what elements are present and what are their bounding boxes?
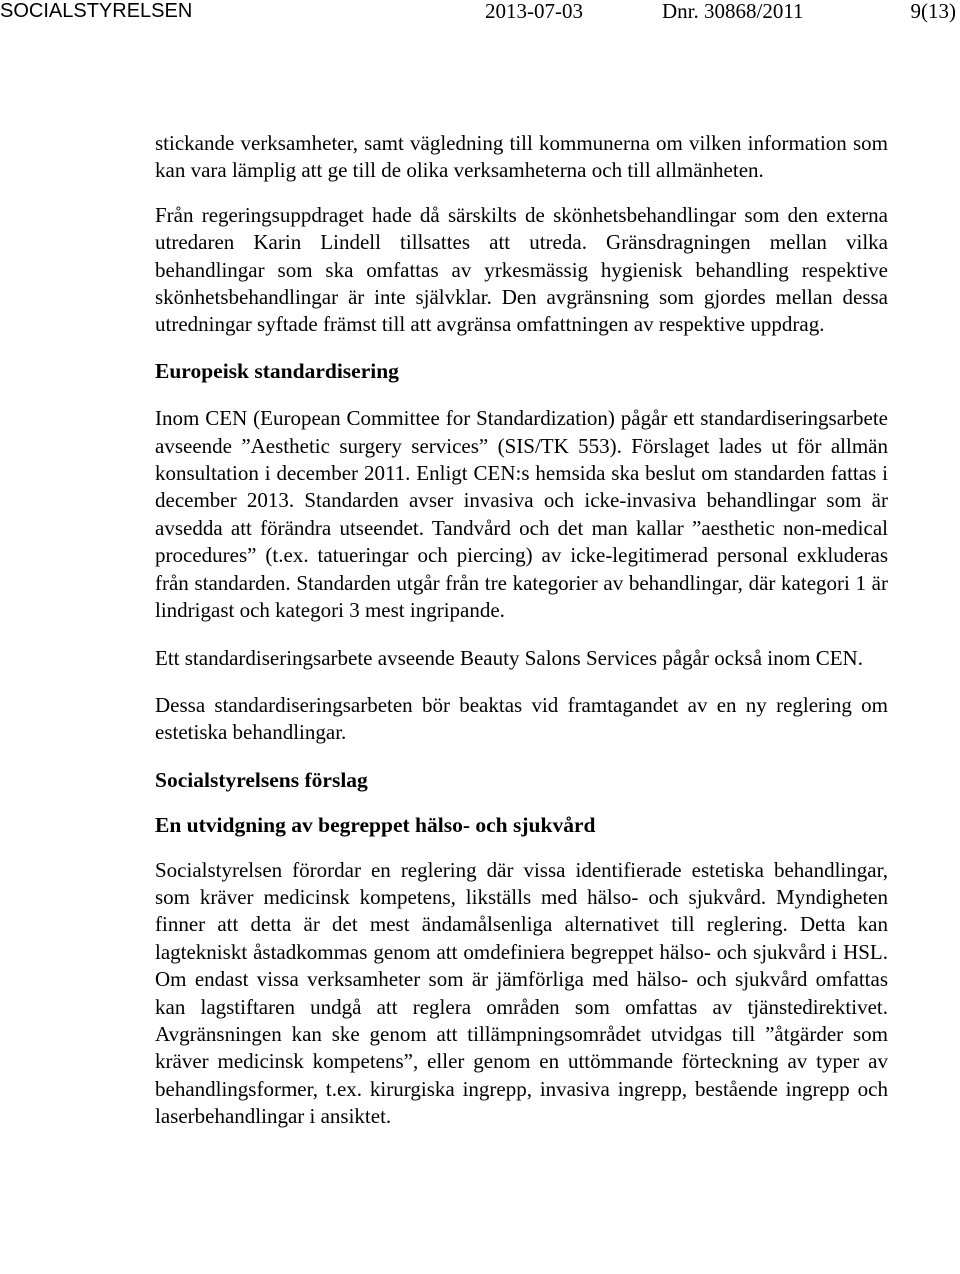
section-heading: Europeisk standardisering — [155, 358, 399, 383]
document-date: 2013-07-03 — [485, 0, 583, 23]
page-header — [0, 0, 960, 26]
paragraph: Socialstyrelsen förordar en reglering där vissa identifierade estetiska behandlingar, som kräver medicinsk kompetens, likställs med hälso- och sjukvård. Myndigheten finner att detta är det mest ändamålsenliga alternativet till reglering. Detta kan lagtekniskt åstadkommas genom att omdefiniera begreppet hälso- och sjukvård i HSL. Om endast vissa verksamheter som är jämförliga med hälso- och sjukvård omfattas kan lagstiftaren undgå att reglera områden som omfattas av tjänstedirektivet. Avgränsningen kan ske genom att tillämpningsområdet utvidgas till ”åtgärder som kräver medicinsk kompetens”, eller genom en uttömmande förteckning av typer av behandlingsformer, t.ex. kirurgiska ingrepp, invasiva ingrepp, bestående ingrepp och laserbehandlingar i ansiktet. — [155, 857, 888, 1129]
paragraph: stickande verksamheter, samt vägledning till kommunerna om vilken information som kan vara lämplig att ge till de olika verksamheterna och till allmänheten. — [155, 131, 888, 183]
document-number: Dnr. 30868/2011 — [662, 0, 804, 23]
page-number: 9(13) — [910, 0, 956, 23]
paragraph: Inom CEN (European Committee for Standardization) pågår ett standardiseringsarbete avseende ”Aesthetic surgery services” (SIS/TK 553). Förslaget lades ut för allmän konsultation i december 2011. Enligt CEN:s hemsida ska beslut om standarden fattas i december 2013. Standarden avser invasiva och icke-invasiva behandlingar som är avsedda att förändra utseendet. Tandvård och det man kallar ”aesthetic non-medical procedures” (t.ex. tatueringar och piercing) av icke-legitimerad personal exkluderas från standarden. Standarden utgår från tre kategorier av behandlingar, där kategori 1 är lindrigast och kategori 3 mest ingripande. — [155, 406, 888, 623]
section-heading: Socialstyrelsens förslag — [155, 767, 368, 792]
organization-name: SOCIALSTYRELSEN — [0, 0, 193, 22]
paragraph: Dessa standardiseringsarbeten bör beaktas vid framtagandet av en ny reglering om estetiska behandlingar. — [155, 692, 888, 745]
paragraph: Från regeringsuppdraget hade då särskilts de skönhetsbehandlingar som den externa utredaren Karin Lindell tillsattes att utreda. Gränsdragningen mellan vilka behandlingar som ska omfattas av yrkesmässig hygienisk behandling respektive skönhetsbehandlingar är inte självklar. Den avgränsning som gjordes mellan dessa utredningar syftade främst till att avgränsa omfattningen av respektive uppdrag. — [155, 202, 888, 337]
paragraph: Ett standardiseringsarbete avseende Beauty Salons Services pågår också inom CEN. — [155, 645, 863, 670]
subsection-heading: En utvidgning av begreppet hälso- och sjukvård — [155, 813, 596, 838]
document-body — [155, 130, 888, 1131]
